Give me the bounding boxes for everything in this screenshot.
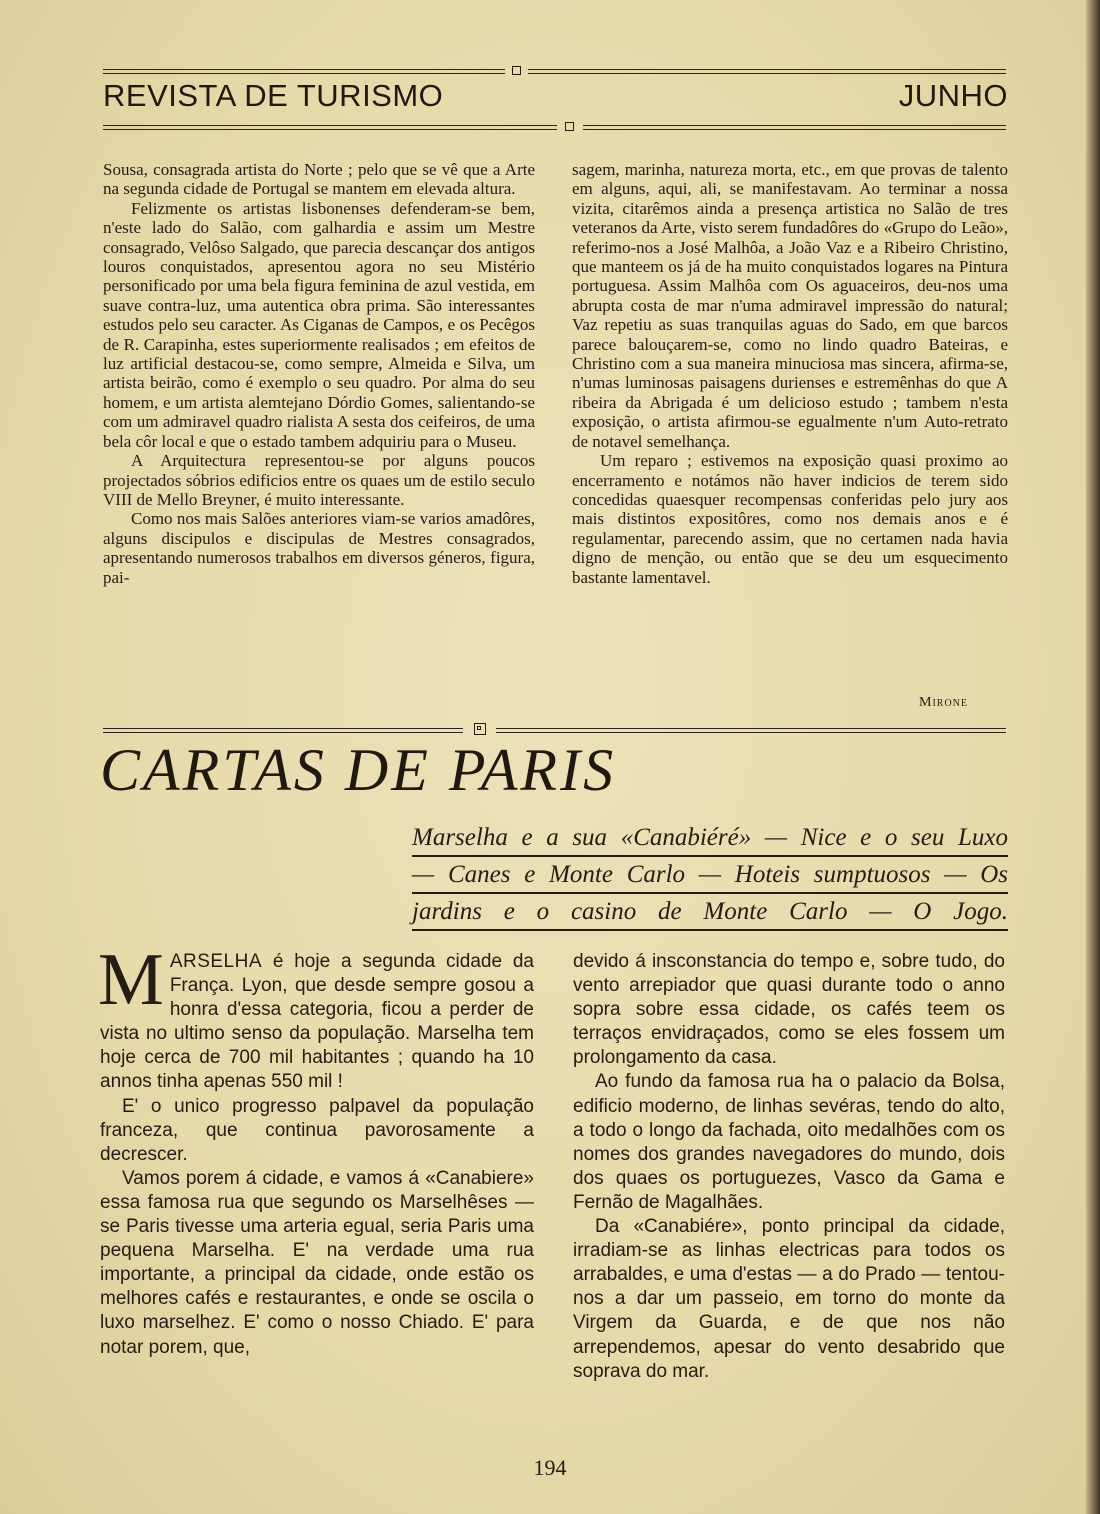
paragraph: A Arquitectura representou-se por alguns poucos projectados sóbrios edificios entre os quaes um de estilo seculo VIII de Mello Breyner, é muito interessante.	[103, 451, 535, 509]
paragraph-text: é hoje a segunda cidade da França. Lyon, que desde sempre gosou a honra d'essa categoria, ficou a perder de vista no ultimo senso da população. Marselha tem hoje cerca de 700 mil habitantes ; quando ha 10 annos tinha apenas 550 mil !	[100, 951, 534, 1093]
drop-cap: M	[98, 939, 164, 1021]
section-title: CARTAS DE PARIS	[100, 737, 617, 803]
letter-left-column	[98, 939, 534, 1360]
paragraph: Um reparo ; estivemos na exposição quasi proximo ao encerramento e notámos não haver indicios de terem sido concedidas quaesquer recompensas conferidas pelo jury aos mais distintos expositôres, como nos demais anos e é regulamentar, parecendo assim, que no certamen nada havia digno de menção, ou então que se deu um esquecimento bastante lamentavel.	[572, 451, 1008, 587]
header-top-rule-right	[528, 69, 1006, 74]
paragraph: Como nos mais Salões anteriores viam-se varios amadôres, alguns discipulos e discipulas de Mestres consagrados, apresentando numerosos trabalhos em diversos géneros, figura, pai-	[103, 509, 535, 587]
top-article-right-column	[572, 160, 1008, 587]
paragraph: Felizmente os artistas lisbonenses defenderam-se bem, n'este lado do Salão, com galhardia e assim um Mestre consagrado, Velôso Salgado, que parecia descançar dos antigos louros conquistados, apresentou agora no seu Mistério personificado por uma bela figura feminina de azul vestida, em suave contra-luz, uma autentica obra prima. São interessantes estudos pelo seu caracter. As Ciganas de Campos, e os Pecêgos de R. Carapinha, estes superiormente realisados ; em efeitos de luz artificial destacou-se, como sempre, Almeida e Silva, um artista beirão, como é exemplo o seu quadro. Por alma do seu homem, e um artista alemtejano Dórdio Gomes, salientando-se com um admiravel quadro rialista A sesta dos ceifeiros, de uma bela côr local e que o estado tambem adquiriu para o Museu.	[103, 198, 535, 451]
subtitle-line: — Canes e Monte Carlo — Hoteis sumptuosos — Os	[412, 857, 1008, 894]
section-divider-ornament	[474, 723, 486, 735]
section-divider-right	[496, 728, 1006, 733]
first-word: ARSELHA	[169, 951, 263, 972]
opening-paragraph	[98, 939, 534, 1095]
subtitle-line: jardins e o casino de Monte Carlo — O Jogo.	[412, 894, 1008, 931]
section-subtitle	[412, 820, 1008, 931]
page-edge-shadow	[1086, 0, 1100, 1514]
author-signature: Mirone	[919, 695, 968, 710]
top-article-left-column	[103, 160, 535, 587]
header-bottom-rule-left	[103, 125, 557, 130]
magazine-title: REVISTA DE TURISMO	[103, 78, 444, 113]
header-ornament-top	[512, 66, 521, 75]
paragraph: Da «Canabiére», ponto principal da cidade, irradiam-se as linhas electricas para todos os arrabaldes, e uma d'estas — a do Prado — tentou-nos a dar um passeio, em torno do monte da Virgem da Guarda, e de que nos não arrependemos, apesar do vento desabrido que soprava do mar.	[573, 1216, 1005, 1382]
paragraph: devido á insconstancia do tempo e, sobre tudo, do vento arrepiador que quasi durante todo o anno sopra sobre essa cidade, os cafés teem os terraços envidraçados, como se eles fossem um prolongamento da casa.	[573, 951, 1005, 1069]
header-top-rule-left	[103, 69, 505, 74]
paragraph: Vamos porem á cidade, e vamos á «Canabiere» essa famosa rua que segundo os Marselhêses — se Paris tivesse uma arteria egual, seria Paris uma pequena Marselha. E' na verdade uma rua importante, a principal da cidade, onde estão os melhores cafés e restaurantes, e onde se oscila o luxo marselhez. E' como o nosso Chiado. E' para notar porem, que,	[100, 1167, 534, 1358]
paragraph: Sousa, consagrada artista do Norte ; pelo que se vê que a Arte na segunda cidade de Portugal se mantem em elevada altura.	[103, 160, 535, 199]
page-number: 194	[533, 1455, 567, 1480]
subtitle-line: Marselha e a sua «Canabiéré» — Nice e o seu Luxo	[412, 820, 1008, 857]
issue-month: JUNHO	[898, 78, 1008, 113]
paragraph: sagem, marinha, natureza morta, etc., em que provas de talento em alguns, aqui, ali, se manifestavam. Ao terminar a nossa vizita, citarêmos ainda a presença artistica no Salão de tres veteranos da Arte, visto serem fundadôres do «Grupo do Leão», referimo-nos a José Malhôa, a João Vaz e a Ribeiro Christino, que manteem os já de ha muito conquistados logares na Pintura portuguesa. Assim Malhôa com Os aguaceiros, deu-nos uma abrupta costa de mar n'uma admiravel impressão do natural; Vaz repetiu as suas tranquilas aguas do Sado, em que barcos parece balouçarem-se, como no lindo quadro Bateiras, e Christino com a sua maneira minuciosa mas sincera, afirma-se, n'umas luminosas paisagens durienses e estremênhas do que A ribeira da Abrigada é um delicioso estudo ; tambem n'esta exposição, o artista afirmou-se egualmente n'um Auto-retrato de notavel semelhança.	[572, 160, 1008, 451]
header-ornament-bottom	[565, 122, 574, 131]
header-bottom-rule-right	[583, 125, 1006, 130]
paragraph: Ao fundo da famosa rua ha o palacio da Bolsa, edificio moderno, de linhas sevéras, tendo do alto, a todo o longo da fachada, oito medalhões com os nomes dos grandes navegadores do mundo, dois dos quaes os portuguezes, Vasco da Gama e Fernão de Magalhães.	[573, 1071, 1005, 1213]
letter-right-column	[573, 950, 1005, 1384]
section-divider-left	[103, 728, 463, 733]
paragraph: E' o unico progresso palpavel da população franceza, que continua pavorosamente a decrescer.	[100, 1095, 534, 1165]
